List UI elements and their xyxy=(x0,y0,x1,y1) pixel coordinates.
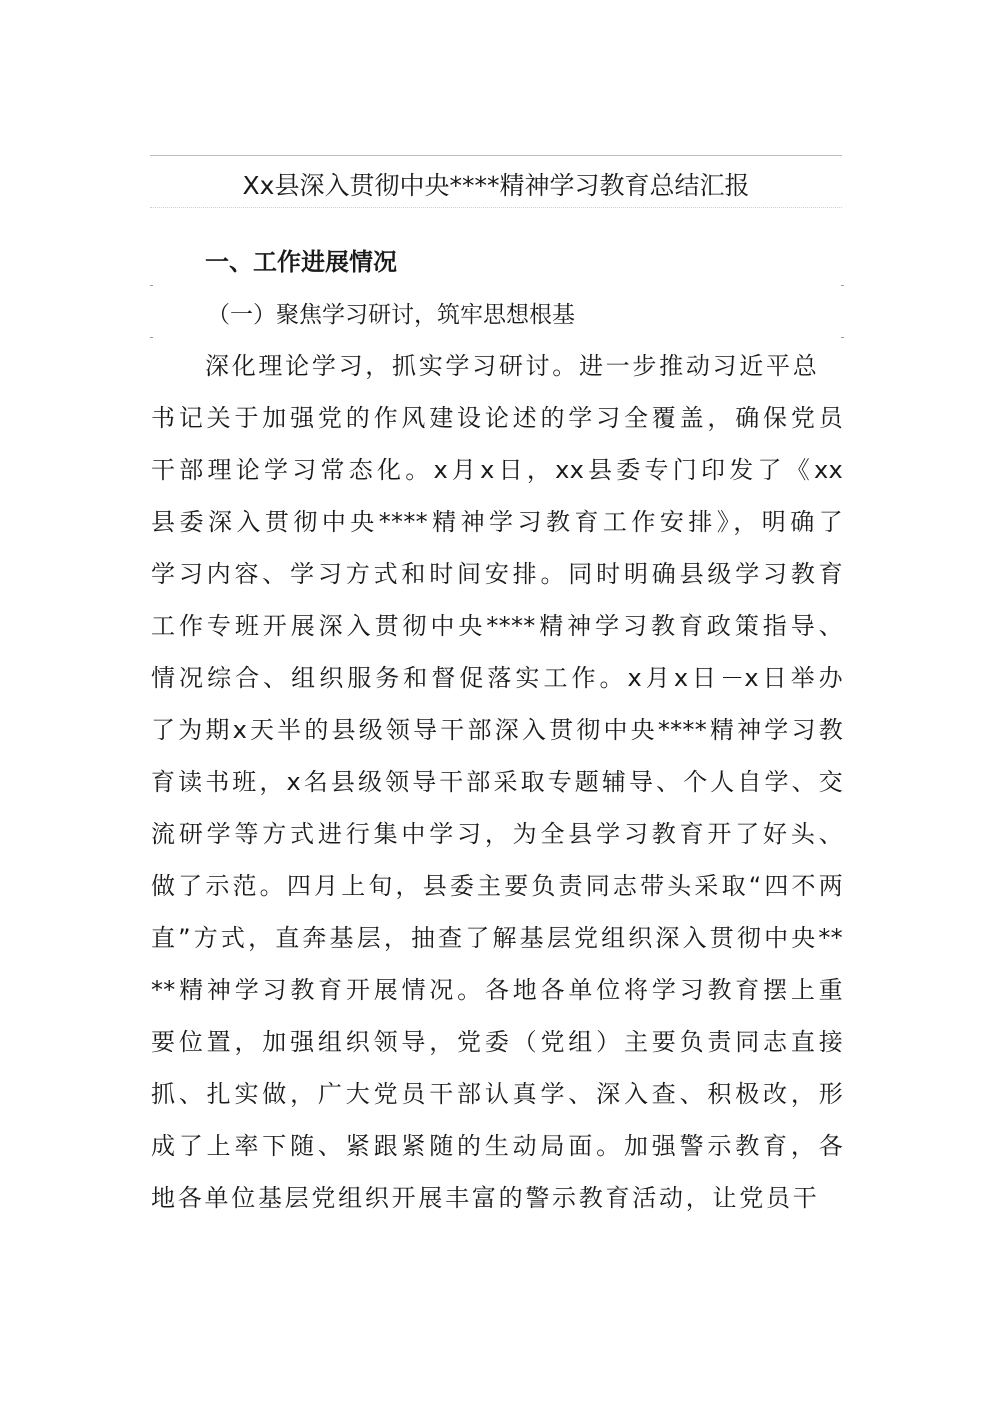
body-line: 做了示范。四月上旬，县委主要负责同志带头采取“四不两 xyxy=(151,872,843,900)
body-line: 书记关于加强党的作风建设论述的学习全覆盖，确保党员 xyxy=(151,404,843,432)
body-line: **精神学习教育开展情况。各地各单位将学习教育摆上重 xyxy=(151,976,843,1004)
subsection-heading: （一）聚焦学习研讨，筑牢思想根基 xyxy=(207,302,575,328)
body-line: 育读书班，x名县级领导干部采取专题辅导、个人自学、交 xyxy=(151,768,843,796)
document-title: Xx县深入贯彻中央****精神学习教育总结汇报 xyxy=(242,171,750,200)
body-line: 流研学等方式进行集中学习，为全县学习教育开了好头、 xyxy=(151,820,843,848)
margin-tick xyxy=(150,285,153,286)
margin-tick xyxy=(841,337,844,338)
body-line: 情况综合、组织服务和督促落实工作。x月x日－x日举办 xyxy=(151,664,843,692)
margin-tick xyxy=(841,285,844,286)
title-rule-top xyxy=(150,155,842,156)
body-line: 要位置，加强组织领导，党委（党组）主要负责同志直接 xyxy=(151,1028,843,1056)
body-line: 地各单位基层党组织开展丰富的警示教育活动，让党员干 xyxy=(151,1184,817,1212)
body-line: 学习内容、学习方式和时间安排。同时明确县级学习教育 xyxy=(151,560,843,588)
body-line: 工作专班开展深入贯彻中央****精神学习教育政策指导、 xyxy=(151,612,843,640)
body-line: 成了上率下随、紧跟紧随的生动局面。加强警示教育，各 xyxy=(151,1132,843,1160)
section-heading: 一、工作进展情况 xyxy=(205,248,397,276)
body-line: 干部理论学习常态化。x月x日，xx县委专门印发了《xx xyxy=(151,456,843,484)
body-line: 抓、扎实做，广大党员干部认真学、深入查、积极改，形 xyxy=(151,1080,843,1108)
body-line: 县委深入贯彻中央****精神学习教育工作安排》，明确了 xyxy=(151,508,843,536)
margin-tick xyxy=(150,337,153,338)
body-line: 直”方式，直奔基层，抽查了解基层党组织深入贯彻中央** xyxy=(151,924,843,952)
body-line: 了为期x天半的县级领导干部深入贯彻中央****精神学习教 xyxy=(151,716,843,744)
title-rule-bottom xyxy=(150,207,842,208)
body-line: 深化理论学习，抓实学习研讨。进一步推动习近平总 xyxy=(205,352,817,380)
